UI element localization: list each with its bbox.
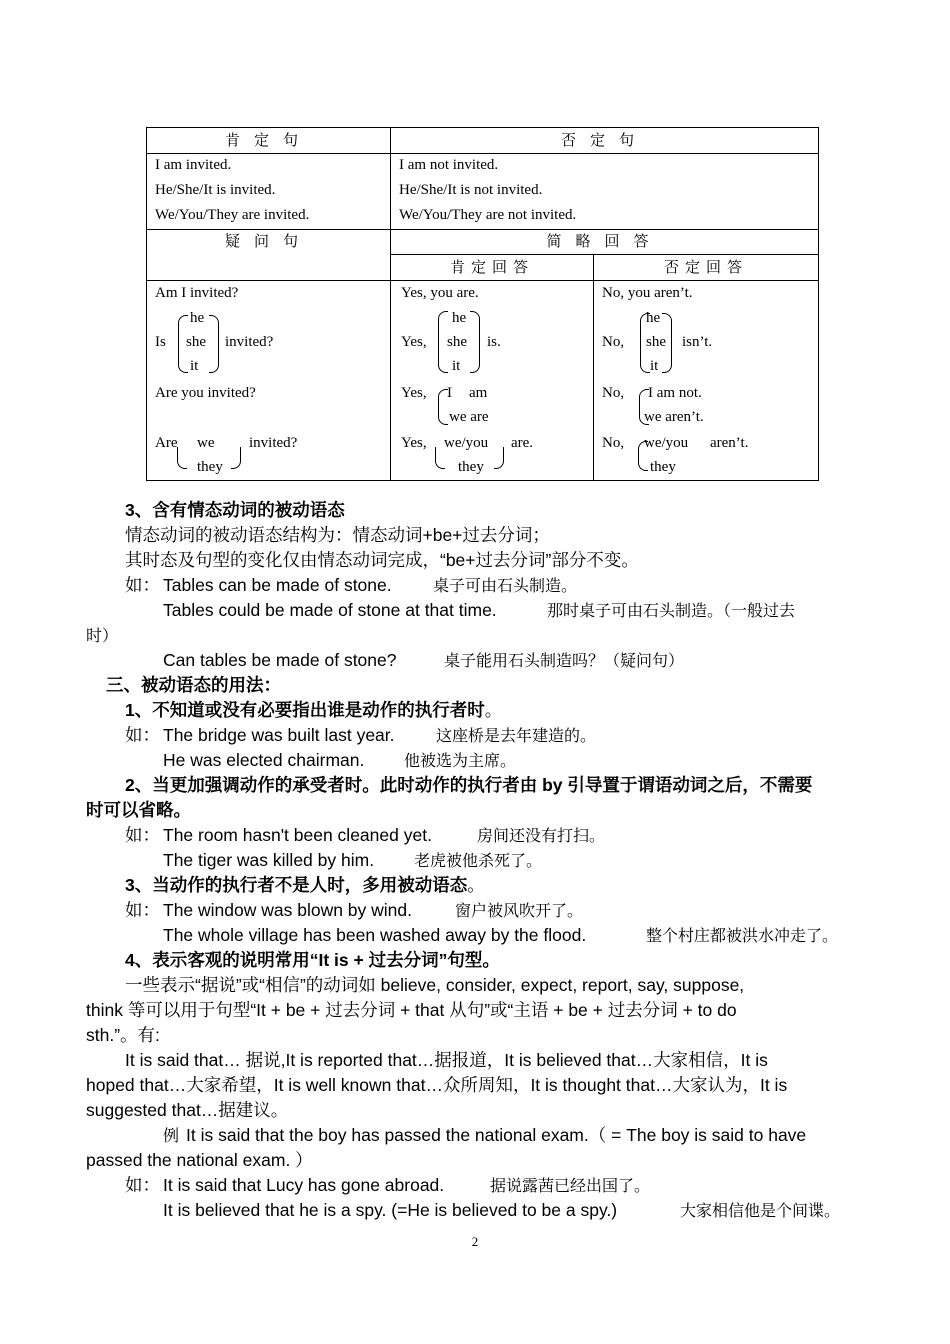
header-short-answer-cell xyxy=(390,229,819,255)
usage-4-line-3: sth.”。有: xyxy=(86,1025,160,1045)
affirmative-cell xyxy=(146,153,391,230)
usage-3-title-end: 。 xyxy=(467,875,485,895)
example-cn: 桌子能用石头制造吗？（疑问句） xyxy=(444,651,685,670)
example-en: It is believed that he is a spy. (=He is believed to be a spy.) xyxy=(163,1200,618,1220)
example-cn: 桌子可由石头制造。 xyxy=(433,576,578,595)
section-3-title: 3、含有情态动词的被动语态 xyxy=(125,500,345,520)
example-label: 例 xyxy=(163,1126,180,1145)
example-en: The bridge was built last year. xyxy=(163,725,395,745)
example-cn: 房间还没有打扫。 xyxy=(477,826,606,845)
affirmative-row: We/You/They are invited. xyxy=(155,207,310,223)
question-2-she: she xyxy=(186,334,206,350)
example-cn: 那时桌子可由石头制造。（一般过去 xyxy=(547,601,796,620)
section-3-line-1: 情态动词的被动语态结构为：情态动词+be+过去分词； xyxy=(125,525,550,545)
left-brace-icon xyxy=(638,441,648,471)
no-2-no: No, xyxy=(602,334,625,350)
example-cn: 他被选为主席。 xyxy=(404,751,517,770)
negative-cell xyxy=(390,153,819,230)
no-4-they: they xyxy=(650,459,676,475)
example-en: The tiger was killed by him. xyxy=(163,850,375,870)
left-brace-icon xyxy=(178,315,188,373)
example-en: The room hasn't been cleaned yet. xyxy=(163,825,432,845)
question-1: Am I invited? xyxy=(155,285,239,301)
no-2-it: it xyxy=(650,358,659,374)
question-2-end: invited? xyxy=(225,334,274,350)
example-label: 如： xyxy=(125,725,160,745)
yes-2-yes: Yes, xyxy=(401,334,427,350)
right-brace-icon xyxy=(209,315,219,373)
usage-4-title: 4、表示客观的说明常用“It is + 过去分词”句型。 xyxy=(125,950,500,970)
negative-row: I am not invited. xyxy=(399,157,499,173)
yes-4-yes: Yes, xyxy=(401,435,427,451)
example-label: 如： xyxy=(125,900,160,920)
example-en: Tables can be made of stone. xyxy=(163,575,392,595)
yes-4-we-you: we/you xyxy=(444,435,489,451)
example-cn: 这座桥是去年建造的。 xyxy=(436,726,597,745)
usage-4-line-1: 一些表示“据说”或“相信”的动词如 believe, consider, expect, report, say, suppose, xyxy=(125,975,745,995)
right-brace-icon xyxy=(470,311,480,373)
no-4-no: No, xyxy=(602,435,625,451)
no-4-we-you: we/you xyxy=(644,435,689,451)
short-no-cell xyxy=(593,280,819,481)
usage-4-line-2: think 等可以用于句型“It + be + 过去分词 + that 从句”或“主语 + be + 过去分词 + to do xyxy=(86,1000,737,1020)
negative-row: We/You/They are not invited. xyxy=(399,207,577,223)
header-interrogative: 疑问句 xyxy=(224,232,312,250)
example-cn-cont: 时） xyxy=(86,626,119,645)
example-cn: 据说露茜已经出国了。 xyxy=(490,1176,651,1195)
yes-3-we-are: we are xyxy=(449,409,489,425)
usage-1-title xyxy=(125,698,502,723)
example-label: 如： xyxy=(125,825,160,845)
question-2-it: it xyxy=(190,358,199,374)
header-affirmative-cell xyxy=(146,127,391,154)
no-2-end: isn’t. xyxy=(682,334,713,350)
question-2-is: Is xyxy=(155,334,166,350)
example-en: The window was blown by wind. xyxy=(163,900,413,920)
yes-1: Yes, you are. xyxy=(401,285,479,301)
example-en: He was elected chairman. xyxy=(163,750,365,770)
usage-2-title-cont: 时可以省略。 xyxy=(86,800,191,820)
question-4-are: Are xyxy=(155,435,178,451)
right-brace-icon xyxy=(662,313,672,373)
section-3-line-2: 其时态及句型的变化仅由情态动词完成，“be+过去分词”部分不变。 xyxy=(125,550,639,570)
negative-row: He/She/It is not invited. xyxy=(399,182,543,198)
no-3-we-arent: we aren’t. xyxy=(644,409,704,425)
usage-section-title: 三、被动语态的用法： xyxy=(106,675,281,695)
right-brace-icon xyxy=(231,447,241,469)
question-4-we: we xyxy=(197,435,215,451)
left-brace-icon xyxy=(435,447,445,469)
usage-2-title: 2、当更加强调动作的承受者时。此时动作的执行者由 by 引导置于谓语动词之后，不需要 xyxy=(125,775,813,795)
header-interrogative-cell xyxy=(146,229,391,281)
affirmative-row: I am invited. xyxy=(155,157,232,173)
left-brace-icon xyxy=(177,447,187,469)
question-cell xyxy=(146,280,391,481)
yes-3-am: am xyxy=(469,385,488,401)
usage-3-title-text: 3、当动作的执行者不是人时，多用被动语态 xyxy=(125,875,468,895)
header-short-no: 否定回答 xyxy=(663,258,748,276)
header-negative: 否定句 xyxy=(560,131,648,149)
usage-1-title-text: 1、不知道或没有必要指出谁是动作的执行者时 xyxy=(125,700,485,720)
no-3-no: No, xyxy=(602,385,625,401)
short-yes-cell xyxy=(390,280,594,481)
yes-4-are: are. xyxy=(511,435,534,451)
no-4-arent: aren’t. xyxy=(710,435,749,451)
yes-2-it: it xyxy=(452,358,461,374)
passive-voice-table xyxy=(146,127,819,481)
yes-3-yes: Yes, xyxy=(401,385,427,401)
no-1: No, you aren’t. xyxy=(602,285,693,301)
question-2-he: he xyxy=(190,310,205,326)
usage-1-title-end: 。 xyxy=(484,700,503,720)
right-brace-icon xyxy=(494,447,504,469)
example-cn: 大家相信他是个间谍。 xyxy=(680,1201,841,1220)
example-en: The whole village has been washed away by the flood. xyxy=(163,925,587,945)
no-2-he: he xyxy=(646,310,661,326)
question-3: Are you invited? xyxy=(155,385,256,401)
example-en: Tables could be made of stone at that time. xyxy=(163,600,497,620)
affirmative-row: He/She/It is invited. xyxy=(155,182,276,198)
example-cn: 窗户被风吹开了。 xyxy=(455,901,584,920)
header-negative-cell xyxy=(390,127,819,154)
no-3-i-am-not: I am not. xyxy=(648,385,702,401)
header-short-yes: 肯定回答 xyxy=(449,258,534,276)
example-cn: 整个村庄都被洪水冲走了。 xyxy=(646,926,839,945)
header-short-answer: 简略回答 xyxy=(546,232,663,250)
no-2-she: she xyxy=(646,334,666,350)
page-number: 2 xyxy=(471,1234,479,1249)
example-en: Can tables be made of stone? xyxy=(163,650,397,670)
example-en: It is said that Lucy has gone abroad. xyxy=(163,1175,445,1195)
example-cn: 老虎被他杀死了。 xyxy=(414,851,543,870)
header-short-no-cell xyxy=(593,254,819,281)
header-affirmative: 肯定句 xyxy=(224,131,312,149)
question-4-end: invited? xyxy=(249,435,298,451)
header-short-yes-cell xyxy=(390,254,594,281)
usage-4-line-4: It is said that… 据说,It is reported that…据报道，It is believed that…大家相信，It is xyxy=(125,1050,768,1070)
usage-4-line-6: suggested that…据建议。 xyxy=(86,1100,289,1120)
question-4-they: they xyxy=(197,459,223,475)
usage-3-title xyxy=(125,873,485,898)
yes-3-i: I xyxy=(447,385,452,401)
yes-2-she: she xyxy=(447,334,467,350)
example-label: 如： xyxy=(125,575,160,595)
example-en: It is said that the boy has passed the national exam.（ = The boy is said to have xyxy=(186,1125,807,1145)
yes-2-end: is. xyxy=(487,334,501,350)
example-label: 如： xyxy=(125,1175,160,1195)
usage-4-line-5: hoped that…大家希望，It is well known that…众所周知，It is thought that…大家认为，It is xyxy=(86,1075,788,1095)
yes-2-he: he xyxy=(452,310,467,326)
yes-4-they: they xyxy=(458,459,484,475)
example-en-cont: passed the national exam. ） xyxy=(86,1150,313,1170)
